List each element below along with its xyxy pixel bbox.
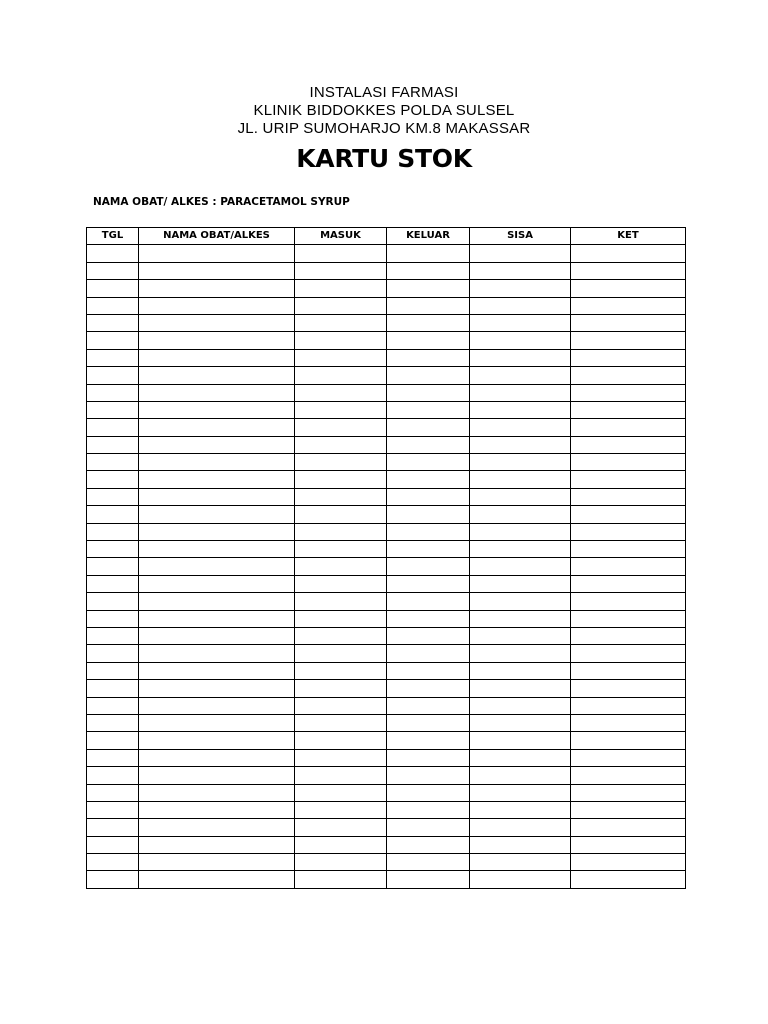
table-cell [87, 784, 139, 801]
table-cell [470, 732, 571, 749]
table-cell [387, 662, 470, 679]
table-cell [571, 454, 686, 471]
table-cell [470, 854, 571, 871]
table-cell [87, 732, 139, 749]
table-row [87, 645, 686, 662]
table-cell [295, 384, 387, 401]
table-cell [87, 767, 139, 784]
table-cell [571, 871, 686, 888]
table-cell [139, 471, 295, 488]
table-row [87, 471, 686, 488]
table-cell [571, 419, 686, 436]
table-row [87, 714, 686, 731]
table-cell [87, 523, 139, 540]
table-cell [470, 523, 571, 540]
table-row [87, 506, 686, 523]
table-row [87, 680, 686, 697]
table-cell [571, 836, 686, 853]
table-cell [470, 245, 571, 262]
table-body [87, 245, 686, 888]
table-cell [571, 541, 686, 558]
table-cell [139, 262, 295, 279]
table-cell [139, 645, 295, 662]
table-cell [571, 349, 686, 366]
table-row [87, 627, 686, 644]
table-cell [295, 836, 387, 853]
table-cell [571, 280, 686, 297]
table-cell [295, 280, 387, 297]
table-cell [87, 245, 139, 262]
table-cell [295, 714, 387, 731]
table-cell [87, 854, 139, 871]
table-cell [571, 575, 686, 592]
table-cell [470, 280, 571, 297]
table-cell [470, 575, 571, 592]
table-row [87, 593, 686, 610]
table-cell [470, 593, 571, 610]
table-cell [295, 419, 387, 436]
table-cell [571, 697, 686, 714]
table-cell [571, 245, 686, 262]
table-cell [87, 262, 139, 279]
table-cell [295, 488, 387, 505]
table-cell [387, 419, 470, 436]
table-cell [387, 749, 470, 766]
table-cell [87, 314, 139, 331]
table-cell [470, 401, 571, 418]
table-cell [387, 575, 470, 592]
table-cell [387, 627, 470, 644]
table-row [87, 314, 686, 331]
table-cell [295, 871, 387, 888]
table-cell [387, 454, 470, 471]
table-row [87, 697, 686, 714]
table-cell [470, 332, 571, 349]
item-name-label: NAMA OBAT/ ALKES : PARACETAMOL SYRUP [93, 196, 350, 208]
table-cell [295, 436, 387, 453]
table-cell [87, 627, 139, 644]
table-cell [571, 627, 686, 644]
table-cell [470, 471, 571, 488]
table-cell [470, 349, 571, 366]
table-cell [295, 680, 387, 697]
table-cell [387, 262, 470, 279]
table-cell [295, 541, 387, 558]
table-cell [571, 732, 686, 749]
table-cell [470, 367, 571, 384]
table-row [87, 401, 686, 418]
table-row [87, 454, 686, 471]
table-cell [87, 280, 139, 297]
table-cell [295, 854, 387, 871]
table-cell [387, 871, 470, 888]
table-cell [470, 871, 571, 888]
table-cell [139, 436, 295, 453]
table-cell [295, 819, 387, 836]
table-cell [295, 801, 387, 818]
table-cell [87, 541, 139, 558]
table-cell [295, 314, 387, 331]
table-cell [139, 784, 295, 801]
table-cell [387, 558, 470, 575]
table-cell [87, 697, 139, 714]
table-cell [87, 419, 139, 436]
table-cell [295, 697, 387, 714]
table-cell [87, 801, 139, 818]
table-cell [470, 784, 571, 801]
table-cell [87, 558, 139, 575]
table-cell [139, 314, 295, 331]
table-cell [571, 436, 686, 453]
table-row [87, 732, 686, 749]
table-cell [470, 819, 571, 836]
table-cell [295, 332, 387, 349]
table-cell [295, 732, 387, 749]
column-header-keluar: KELUAR [387, 228, 470, 245]
table-cell [470, 314, 571, 331]
table-row [87, 801, 686, 818]
table-cell [387, 349, 470, 366]
table-cell [387, 384, 470, 401]
table-cell [139, 697, 295, 714]
table-cell [139, 593, 295, 610]
table-cell [87, 819, 139, 836]
table-cell [470, 662, 571, 679]
table-cell [87, 488, 139, 505]
table-row [87, 836, 686, 853]
table-cell [295, 367, 387, 384]
table-row [87, 610, 686, 627]
table-cell [295, 245, 387, 262]
table-cell [387, 506, 470, 523]
table-row [87, 280, 686, 297]
table-cell [571, 262, 686, 279]
table-cell [139, 332, 295, 349]
table-cell [139, 871, 295, 888]
table-cell [387, 784, 470, 801]
column-header-ket: KET [571, 228, 686, 245]
table-cell [387, 819, 470, 836]
table-cell [571, 767, 686, 784]
table-cell [295, 262, 387, 279]
table-cell [387, 732, 470, 749]
table-cell [387, 332, 470, 349]
table-cell [87, 575, 139, 592]
table-cell [571, 749, 686, 766]
table-row [87, 488, 686, 505]
table-cell [571, 297, 686, 314]
table-row [87, 767, 686, 784]
table-cell [387, 645, 470, 662]
table-cell [139, 558, 295, 575]
table-cell [87, 645, 139, 662]
table-cell [139, 767, 295, 784]
table-cell [470, 627, 571, 644]
table-cell [387, 280, 470, 297]
clinic-address: JL. URIP SUMOHARJO KM.8 MAKASSAR [237, 120, 531, 137]
table-cell [571, 819, 686, 836]
table-cell [87, 367, 139, 384]
table-cell [470, 506, 571, 523]
table-cell [87, 662, 139, 679]
table-cell [470, 749, 571, 766]
table-cell [387, 367, 470, 384]
table-cell [387, 471, 470, 488]
table-cell [470, 714, 571, 731]
table-cell [87, 836, 139, 853]
table-row [87, 662, 686, 679]
table-cell [295, 645, 387, 662]
table-cell [387, 610, 470, 627]
table-row [87, 245, 686, 262]
table-cell [139, 523, 295, 540]
column-header-tgl: TGL [87, 228, 139, 245]
table-cell [387, 767, 470, 784]
table-cell [295, 784, 387, 801]
table-row [87, 819, 686, 836]
table-row [87, 367, 686, 384]
table-cell [295, 506, 387, 523]
table-row [87, 384, 686, 401]
table-cell [387, 801, 470, 818]
table-cell [387, 714, 470, 731]
table-cell [571, 488, 686, 505]
table-cell [387, 593, 470, 610]
table-cell [295, 575, 387, 592]
table-cell [387, 541, 470, 558]
table-cell [571, 314, 686, 331]
table-cell [295, 593, 387, 610]
table-cell [387, 697, 470, 714]
table-cell [387, 488, 470, 505]
table-cell [387, 401, 470, 418]
table-cell [387, 436, 470, 453]
table-cell [139, 714, 295, 731]
table-cell [295, 627, 387, 644]
table-cell [87, 749, 139, 766]
table-cell [571, 801, 686, 818]
table-cell [571, 471, 686, 488]
table-cell [295, 749, 387, 766]
table-cell [470, 436, 571, 453]
table-cell [87, 297, 139, 314]
table-cell [470, 680, 571, 697]
table-cell [571, 384, 686, 401]
table-cell [139, 732, 295, 749]
table-cell [295, 349, 387, 366]
table-cell [139, 854, 295, 871]
column-header-sisa: SISA [470, 228, 571, 245]
table-cell [470, 454, 571, 471]
table-cell [87, 471, 139, 488]
table-cell [571, 367, 686, 384]
table-cell [571, 645, 686, 662]
clinic-name: KLINIK BIDDOKKES POLDA SULSEL [253, 102, 515, 119]
table-cell [470, 836, 571, 853]
table-cell [139, 488, 295, 505]
table-cell [571, 332, 686, 349]
table-cell [470, 488, 571, 505]
table-cell [87, 349, 139, 366]
table-cell [139, 297, 295, 314]
table-cell [571, 662, 686, 679]
table-row [87, 854, 686, 871]
table-cell [87, 871, 139, 888]
table-row [87, 297, 686, 314]
table-cell [387, 836, 470, 853]
table-cell [139, 384, 295, 401]
table-cell [87, 506, 139, 523]
page-title: KARTU STOK [296, 144, 472, 173]
table-cell [139, 680, 295, 697]
table-row [87, 784, 686, 801]
table-cell [295, 767, 387, 784]
table-cell [295, 523, 387, 540]
table-row [87, 419, 686, 436]
document-header [0, 84, 768, 138]
table-cell [139, 801, 295, 818]
column-header-nama-obat: NAMA OBAT/ALKES [139, 228, 295, 245]
table-row [87, 871, 686, 888]
table-cell [295, 454, 387, 471]
table-cell [571, 784, 686, 801]
institution-name: INSTALASI FARMASI [309, 84, 459, 101]
table-cell [571, 680, 686, 697]
stock-table [86, 227, 686, 889]
table-cell [87, 610, 139, 627]
table-cell [87, 384, 139, 401]
table-cell [571, 523, 686, 540]
table-cell [139, 749, 295, 766]
table-cell [87, 332, 139, 349]
table-cell [470, 541, 571, 558]
table-cell [139, 367, 295, 384]
table-row [87, 262, 686, 279]
table-cell [571, 714, 686, 731]
table-cell [139, 506, 295, 523]
table-cell [470, 262, 571, 279]
table-row [87, 436, 686, 453]
table-cell [139, 349, 295, 366]
table-cell [470, 297, 571, 314]
table-cell [87, 401, 139, 418]
table-cell [470, 610, 571, 627]
table-cell [571, 401, 686, 418]
table-cell [139, 575, 295, 592]
table-cell [295, 558, 387, 575]
table-cell [387, 297, 470, 314]
table-cell [470, 801, 571, 818]
table-row [87, 541, 686, 558]
table-cell [387, 523, 470, 540]
table-cell [295, 401, 387, 418]
table-header-row [87, 228, 686, 245]
table-cell [470, 645, 571, 662]
table-cell [387, 854, 470, 871]
table-cell [139, 454, 295, 471]
table-row [87, 523, 686, 540]
table-row [87, 558, 686, 575]
table-cell [139, 401, 295, 418]
table-cell [571, 506, 686, 523]
table-cell [139, 627, 295, 644]
table-row [87, 749, 686, 766]
table-cell [387, 245, 470, 262]
table-cell [387, 314, 470, 331]
table-cell [295, 610, 387, 627]
table-cell [470, 384, 571, 401]
table-row [87, 332, 686, 349]
table-cell [87, 454, 139, 471]
column-header-masuk: MASUK [295, 228, 387, 245]
table-cell [470, 419, 571, 436]
table-cell [139, 662, 295, 679]
table-cell [139, 819, 295, 836]
table-cell [470, 767, 571, 784]
table-cell [139, 836, 295, 853]
table-cell [87, 714, 139, 731]
table-cell [571, 593, 686, 610]
table-cell [139, 541, 295, 558]
table-cell [139, 280, 295, 297]
table-cell [571, 854, 686, 871]
table-cell [295, 471, 387, 488]
table-cell [87, 593, 139, 610]
table-cell [139, 419, 295, 436]
table-cell [387, 680, 470, 697]
table-row [87, 349, 686, 366]
table-cell [295, 662, 387, 679]
table-cell [470, 558, 571, 575]
table-cell [571, 610, 686, 627]
table-cell [571, 558, 686, 575]
table-cell [87, 680, 139, 697]
table-cell [470, 697, 571, 714]
table-cell [139, 245, 295, 262]
table-cell [139, 610, 295, 627]
table-cell [295, 297, 387, 314]
table-row [87, 575, 686, 592]
table-cell [87, 436, 139, 453]
